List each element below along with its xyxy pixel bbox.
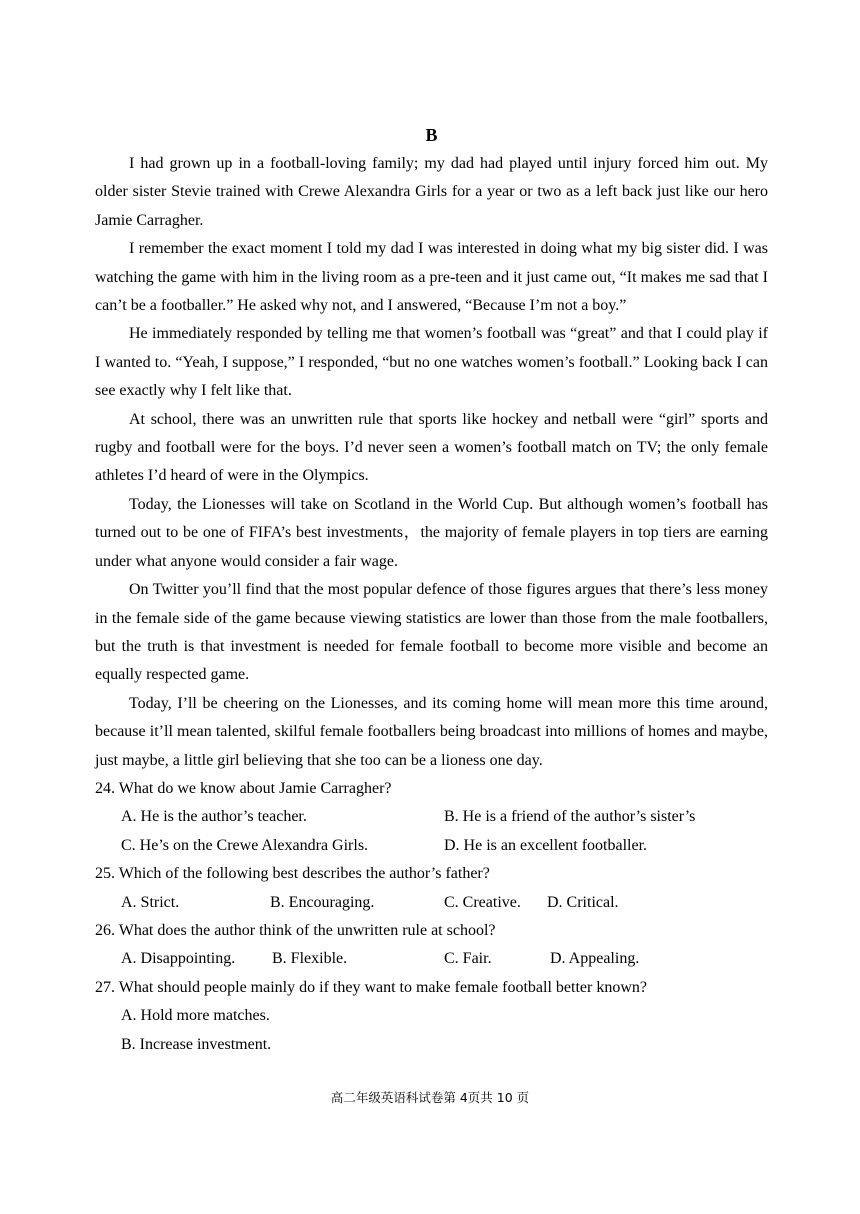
option-b: B. Encouraging.: [270, 893, 375, 911]
option-a: A. Disappointing.: [121, 950, 236, 968]
options-row: [95, 803, 768, 831]
options-row: [95, 1002, 768, 1030]
passage-paragraph: I remember the exact moment I told my dad I was interested in doing what my big sister did. I was watching the game with him in the living room as a pre-teen and it just came out, “It makes me sad that I can’t be a footballer.” He asked why not, and I answered, “Because I’m not a boy.”: [95, 240, 768, 315]
options-row: [95, 889, 768, 917]
question-27: [95, 974, 768, 1059]
section-title: B: [425, 125, 438, 145]
option-c: C. Fair.: [444, 950, 492, 968]
question-text: 27. What should people mainly do if they want to make female football better known?: [95, 978, 647, 996]
option-d: D. He is an excellent footballer.: [444, 836, 648, 854]
question-text: 26. What does the author think of the unwritten rule at school?: [95, 921, 496, 939]
exam-page: [95, 120, 768, 1059]
question-text: 25. Which of the following best describes the author’s father?: [95, 865, 490, 883]
question-26: [95, 917, 768, 974]
page-footer: 高二年级英语科试卷第 4页共 10 页: [330, 1090, 530, 1105]
option-d: D. Critical.: [547, 893, 619, 911]
passage-paragraph: At school, there was an unwritten rule that sports like hockey and netball were “girl” sports and rugby and football were for the boys. I’d never seen a women’s football match on TV; the only female athletes I’d heard of were in the Olympics.: [95, 410, 768, 485]
option-b: B. Flexible.: [272, 950, 348, 968]
option-a: A. He is the author’s teacher.: [121, 808, 307, 826]
passage-paragraph: Today, I’ll be cheering on the Lionesses, and its coming home will mean more this time around, because it’ll mean talented, skilful female footballers being broadcast into millions of homes and maybe, just maybe, a little girl believing that she too can be a lioness one day.: [95, 694, 768, 769]
option-b: B. Increase investment.: [121, 1035, 272, 1053]
options-row: [95, 832, 768, 860]
passage-paragraph: I had grown up in a football-loving family; my dad had played until injury forced him out. My older sister Stevie trained with Crewe Alexandra Girls for a year or two as a left back just like our hero Jamie Carragher.: [95, 155, 768, 229]
options-row: [95, 945, 768, 973]
option-d: D. Appealing.: [550, 950, 640, 968]
passage-paragraph: He immediately responded by telling me that women’s football was “great” and that I could play if I wanted to. “Yeah, I suppose,” I responded, “but no one watches women’s football.” Looking back I can see exactly why I felt like that.: [95, 325, 768, 400]
passage-paragraph: On Twitter you’ll find that the most popular defence of those figures argues that there’s less money in the female side of the game because viewing statistics are lower than those from the male footballers, but the truth is that investment is needed for female football to become more visible and become an equally respected game.: [95, 581, 768, 684]
passage: [95, 150, 768, 775]
question-24: [95, 775, 768, 860]
option-a: A. Strict.: [121, 893, 180, 911]
question-text: 24. What do we know about Jamie Carragher?: [95, 779, 392, 797]
option-a: A. Hold more matches.: [121, 1007, 270, 1025]
question-25: [95, 860, 768, 917]
options-row: [95, 1031, 768, 1059]
passage-paragraph: Today, the Lionesses will take on Scotland in the World Cup. But although women’s football has turned out to be one of FIFA’s best investments，the majority of female players in top tiers are earning under what anyone would consider a fair wage.: [95, 495, 768, 570]
option-c: C. He’s on the Crewe Alexandra Girls.: [121, 836, 369, 854]
option-b: B. He is a friend of the author’s sister’s: [444, 808, 696, 826]
option-c: C. Creative.: [444, 893, 521, 911]
